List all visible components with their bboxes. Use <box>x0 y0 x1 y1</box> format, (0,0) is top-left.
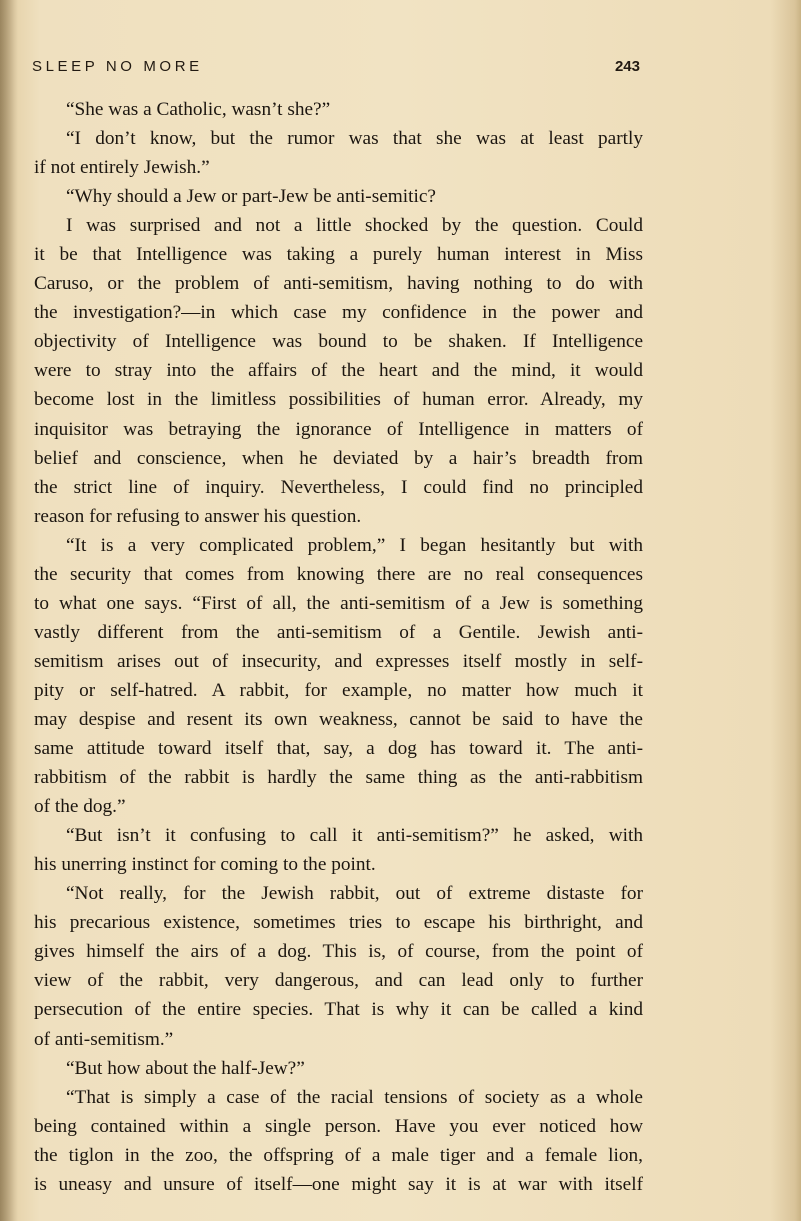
text-line: it be that Intelligence was taking a purely human interest in Miss <box>34 244 643 266</box>
running-head <box>32 58 640 82</box>
text-line: the investigation?—in which case my confidence in the power and <box>34 302 643 324</box>
text-line: inquisitor was betraying the ignorance of Intelligence in matters of <box>34 418 643 440</box>
text-line: “She was a Catholic, wasn’t she?” <box>66 99 331 120</box>
text-line: “But isn’t it confusing to call it anti-semitism?” he asked, with <box>66 825 643 847</box>
text-line: the strict line of inquiry. Nevertheless, I could find no principled <box>34 476 643 498</box>
body-text <box>34 95 643 1199</box>
text-line: rabbitism of the rabbit is hardly the same thing as the anti-rabbitism <box>34 767 643 789</box>
text-line: “But how about the half-Jew?” <box>66 1057 305 1079</box>
text-line: is uneasy and unsure of itself—one might say it is at war with itself <box>34 1173 643 1195</box>
text-line: may despise and resent its own weakness, cannot be said to have the <box>34 708 643 730</box>
text-line: “It is a very complicated problem,” I began hesitantly but with <box>66 534 643 556</box>
text-line: Caruso, or the problem of anti-semitism, having nothing to do with <box>34 273 643 295</box>
binding-gutter-shadow <box>0 0 18 1221</box>
text-line: his precarious existence, sometimes tries to escape his birthright, and <box>34 912 643 934</box>
text-line: belief and conscience, when he deviated by a hair’s breadth from <box>34 447 643 469</box>
text-line: of anti-semitism.” <box>34 1028 174 1050</box>
running-title: SLEEP NO MORE <box>32 58 203 75</box>
text-line: of the dog.” <box>34 796 126 818</box>
text-line: to what one says. “First of all, the anti-semitism of a Jew is something <box>34 592 643 614</box>
text-line: I was surprised and not a little shocked by the question. Could <box>66 215 643 237</box>
text-line: “That is simply a case of the racial tensions of society as a whole <box>66 1086 643 1108</box>
text-line: the tiglon in the zoo, the offspring of a male tiger and a female lion, <box>34 1144 643 1166</box>
text-line: his unerring instinct for coming to the point. <box>34 854 376 876</box>
text-line: if not entirely Jewish.” <box>34 157 210 179</box>
text-line: “I don’t know, but the rumor was that she was at least partly <box>66 128 643 150</box>
text-line: vastly different from the anti-semitism of a Gentile. Jewish anti- <box>34 621 643 643</box>
text-line: “Not really, for the Jewish rabbit, out of extreme distaste for <box>66 883 643 905</box>
text-line: the security that comes from knowing there are no real consequences <box>34 563 643 585</box>
text-line: reason for refusing to answer his question. <box>34 505 362 527</box>
text-line: become lost in the limitless possibilities of human error. Already, my <box>34 389 643 411</box>
text-line: pity or self-hatred. A rabbit, for example, no matter how much it <box>34 679 643 701</box>
page-number: 243 <box>614 58 640 75</box>
text-line: gives himself the airs of a dog. This is, of course, from the point of <box>34 941 643 963</box>
text-line: were to stray into the affairs of the heart and the mind, it would <box>34 360 643 382</box>
text-line: same attitude toward itself that, say, a dog has toward it. The anti- <box>34 738 643 760</box>
text-line: “Why should a Jew or part-Jew be anti-semitic? <box>66 186 436 208</box>
text-line: being contained within a single person. Have you ever noticed how <box>34 1115 643 1137</box>
text-line: persecution of the entire species. That is why it can be called a kind <box>34 999 643 1021</box>
text-line: view of the rabbit, very dangerous, and can lead only to further <box>34 970 643 992</box>
text-line: objectivity of Intelligence was bound to be shaken. If Intelligence <box>34 331 643 353</box>
text-line: semitism arises out of insecurity, and expresses itself mostly in self- <box>34 650 643 672</box>
